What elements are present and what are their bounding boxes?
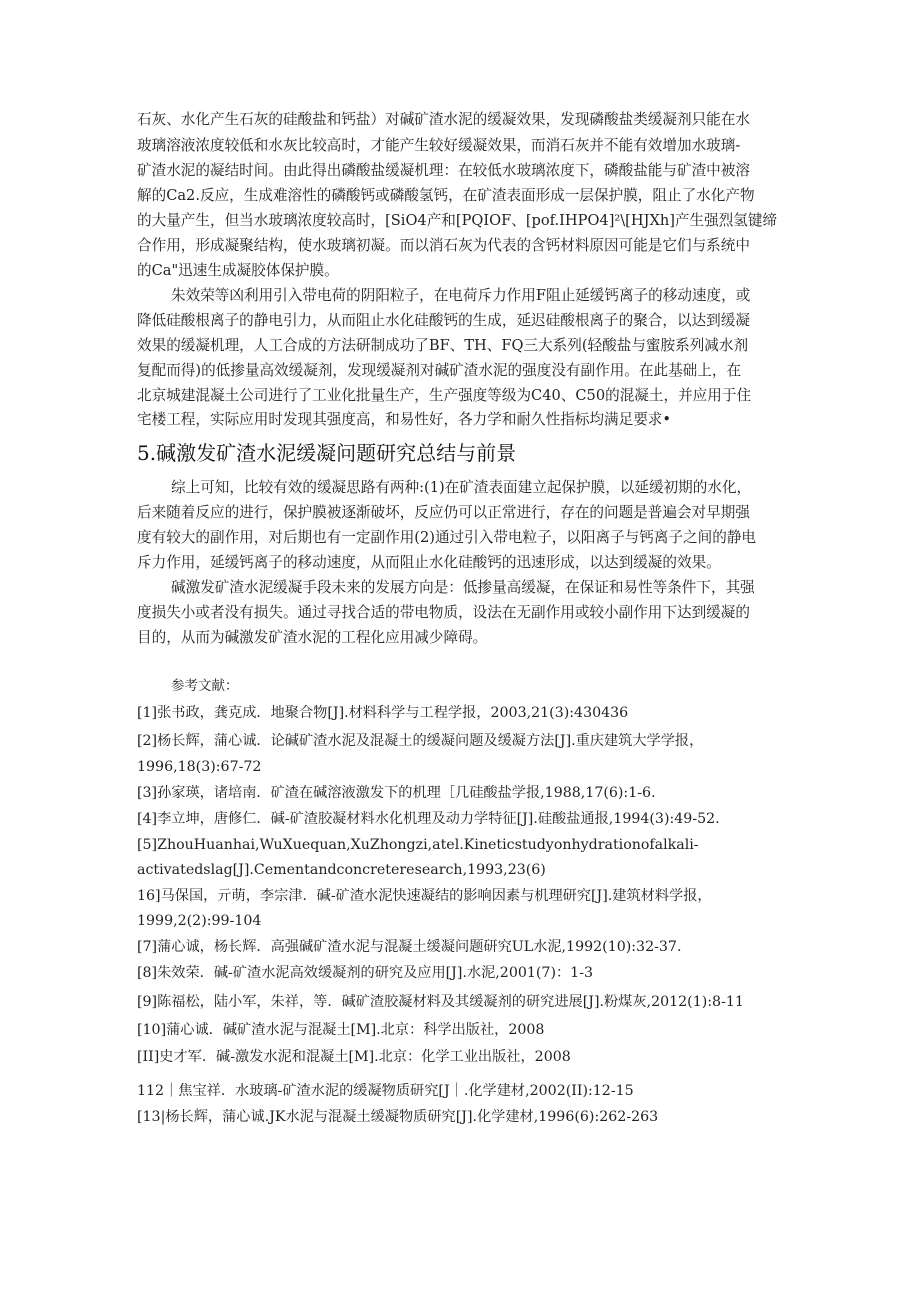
paragraph2-line: 朱效荣等凶利用引入带电荷的阴阳粒子，在电荷斥力作用F阻止延缓钙离子的移动速度，或: [171, 287, 751, 304]
reference-entry: 1996,18(3):67-72: [137, 759, 262, 775]
paragraph3-line: 综上可知，比较有效的缓凝思路有两种:(1)在矿渣表面建立起保护膜，以延缓初期的水化，: [171, 479, 752, 496]
reference-entry: 16]马保国，亓萌，李宗津．碱-矿渣水泥快速凝结的影响因素与机理研究[J].建筑材料学报，: [137, 888, 712, 904]
paragraph2-line: 宅楼工程，实际应用时发现其强度高，和易性好，各力学和耐久性指标均满足要求•: [137, 411, 671, 428]
paragraph3-line: 斥力作用，延缓钙离子的移动速度，从而阻止水化硅酸钙的迅速形成，以达到缓凝的效果。: [137, 554, 721, 571]
reference-entry: [1]张书政，龚克成．地聚合物[J].材料科学与工程学报，2003,21(3):430436: [137, 705, 629, 721]
paragraph4-line: 碱激发矿渣水泥缓凝手段未来的发展方向是：低掺量高缓凝，在保证和易性等条件下，其强: [171, 579, 755, 596]
reference-entry: [4]李立坤，唐修仁．碱-矿渣胶凝材料水化机理及动力学特征[J].硅酸盐通报,1994(3):49-52.: [137, 811, 720, 827]
reference-entry: [10]蒲心诚．碱矿渣水泥与混凝土[M].北京：科学出版社，2008: [137, 1022, 545, 1038]
paragraph2-line: 降低硅酸根离子的静电引力，从而阻止水化硅酸钙的生成，延迟硅酸根离子的聚合，以达到缓凝: [137, 312, 750, 329]
reference-entry: activatedslag[J].Cementandconcreteresearch,1993,23(6): [137, 862, 546, 878]
paragraph1-line: 矿渣水泥的凝结时间。由此得出磷酸盐缓凝机理：在较低水玻璃浓度下，磷酸盐能与矿渣中被溶: [137, 162, 750, 179]
paragraph1-line: 玻璃溶液浓度较低和水灰比较高时，才能产生较好缓凝效果，而消石灰并不能有效增加水玻璃-: [137, 137, 741, 154]
reference-entry: [2]杨长辉，蒲心诚．论碱矿渣水泥及混凝土的缓凝问题及缓凝方法[J].重庆建筑大学学报，: [137, 733, 704, 749]
paragraph4-line: 度损失小或者没有损失。通过寻找合适的带电物质，设法在无副作用或较小副作用下达到缓凝的: [137, 604, 750, 621]
paragraph1-line: 石灰、水化产生石灰的硅酸盐和钙盐）对碱矿渣水泥的缓凝效果，发现磷酸盐类缓凝剂只能在水: [137, 111, 750, 128]
reference-entry: [9]陈福松，陆小军，朱祥，等．碱矿渣胶凝材料及其缓凝剂的研究进展[J].粉煤灰,2012(1):8-11: [137, 994, 744, 1010]
paragraph3-line: 后来随着反应的进行，保护膜被逐渐破坏，反应仍可以正常进行，存在的问题是普遍会对早期强: [137, 504, 750, 521]
paragraph2-line: 北京城建混凝土公司进行了工业化批量生产，生产强度等级为C40、C50的混凝土，并应用于住: [137, 387, 752, 404]
reference-entry: 1999,2(2):99-104: [137, 913, 262, 929]
paragraph1-line: 的Ca"迅速生成凝胶体保护膜。: [137, 262, 339, 279]
reference-entry: [3]孙家瑛，诸培南．矿渣在碱溶液激发下的机理［几硅酸盐学报,1988,17(6):1-6.: [137, 785, 656, 801]
reference-entry: 112｜焦宝祥．水玻璃-矿渣水泥的缓凝物质研究[J｜.化学建材,2002(II):12-15: [137, 1083, 634, 1099]
paragraph1-line: 的大量产生，但当水玻璃浓度较高时，[SiO4产和[PQIOF、[pof.IHPO4]²\[HJXh]产生强烈氢键缔: [137, 212, 778, 229]
reference-entry: [5]ZhouHuanhai,WuXuequan,XuZhongzi,atel.Kineticstudyonhydrationofalkali-: [137, 837, 699, 853]
paragraph1-line: 合作用，形成凝聚结构，使水玻璃初凝。而以消石灰为代表的含钙材料原因可能是它们与系统中: [137, 237, 750, 254]
paragraph2-line: 效果的缓凝机理，人工合成的方法研制成功了BF、TH、FQ三大系列(轻酸盐与蜜胺系列减水剂: [137, 337, 749, 354]
paragraph4-line: 目的，从而为碱激发矿渣水泥的工程化应用减少障碍。: [137, 629, 488, 646]
reference-entry: [II]史才军．碱-激发水泥和混凝土[M].北京：化学工业出版社，2008: [137, 1049, 571, 1065]
paragraph1-line: 解的Ca2.反应，生成难溶性的磷酸钙或磷酸氢钙，在矿渣表面形成一层保护膜，阻止了水化产物: [137, 187, 755, 204]
references-title: 参考文献：: [171, 678, 239, 694]
reference-entry: [7]蒲心诚，杨长辉．高强碱矿渣水泥与混凝土缓凝问题研究UL水泥,1992(10):32-37.: [137, 939, 682, 955]
reference-entry: [8]朱效荣．碱-矿渣水泥高效缓凝剂的研究及应用[J].水泥,2001(7)：1-3: [137, 965, 594, 981]
section-heading: 5.碱激发矿渣水泥缓凝问题研究总结与前景: [137, 441, 517, 465]
paragraph2-line: 复配而得)的低掺量高效缓凝剂，发现缓凝剂对碱矿渣水泥的强度没有副作用。在此基础上，在: [137, 362, 742, 379]
paragraph3-line: 度有较大的副作用，对后期也有一定副作用(2)通过引入带电粒子，以阳离子与钙离子之间的静电: [137, 529, 757, 546]
reference-entry: [13|杨长辉，蒲心诚.JK水泥与混凝土缓凝物质研究[J].化学建材,1996(6):262-263: [137, 1109, 659, 1125]
